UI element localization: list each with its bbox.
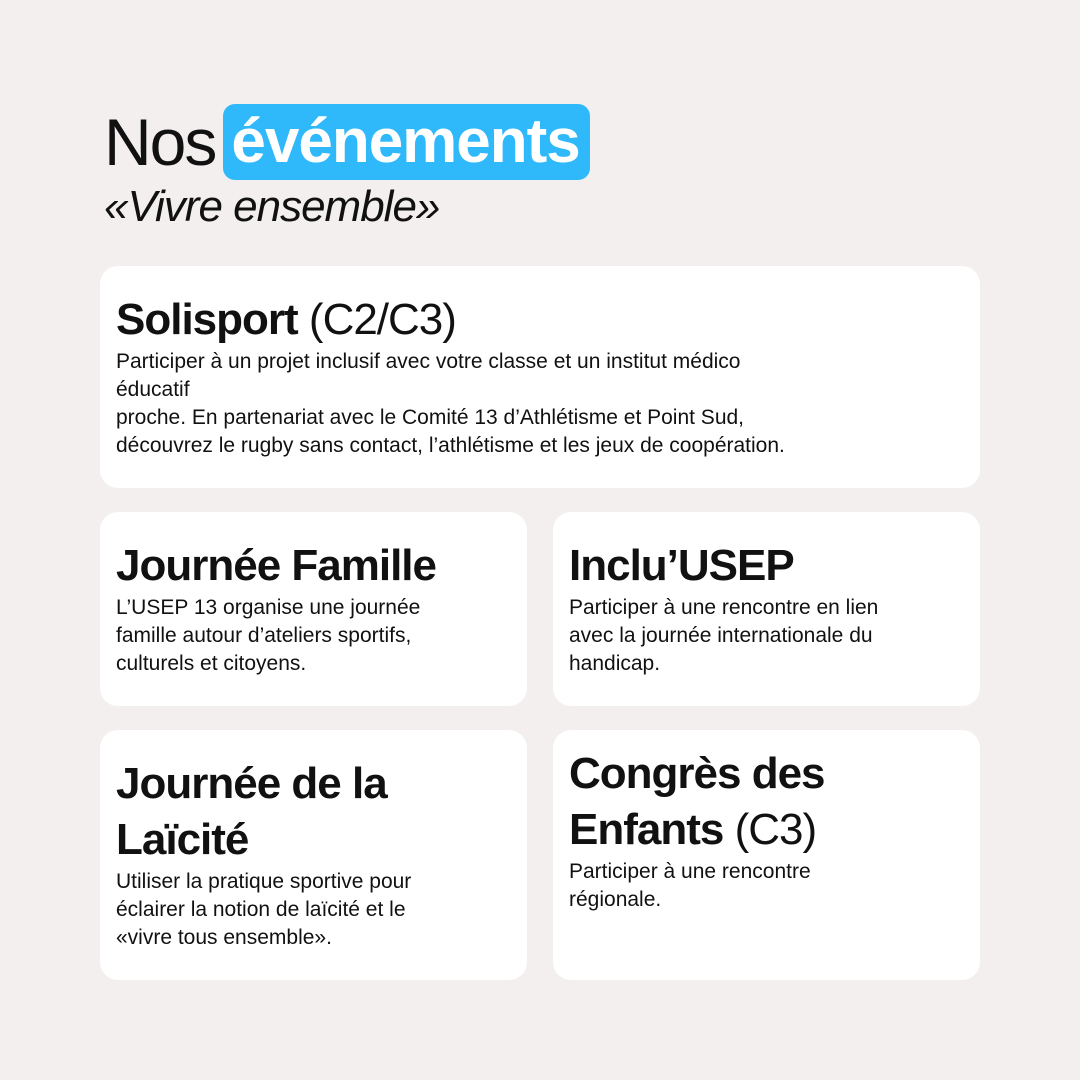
page-title-highlight: événements <box>223 104 589 180</box>
event-level-tag: (C3) <box>723 805 817 854</box>
event-title: Journée de la Laïcité <box>116 759 387 864</box>
event-title <box>569 746 964 858</box>
event-card-journee-famille <box>100 512 527 706</box>
page-subtitle: «Vivre ensemble» <box>104 182 440 231</box>
event-title-text: Solisport <box>116 295 298 344</box>
event-title: Journée Famille <box>116 541 437 590</box>
event-description: Participer à un projet inclusif avec votre classe et un institut médico éducatif proche. En partenariat avec le Comité 13 d’Athlétisme et Point Sud, découvrez le rugby sans contact, l’athlétisme et les jeux de coopération. <box>116 350 785 457</box>
page-header <box>104 102 984 232</box>
event-card-inclu-usep <box>553 512 980 706</box>
page-title-plain: Nos <box>104 105 216 179</box>
event-title <box>116 292 964 348</box>
event-title-text: Congrès des Enfants <box>569 749 825 854</box>
event-description: Participer à une rencontre en lien avec la journée internationale du handicap. <box>569 596 879 675</box>
event-level-tag: (C2/C3) <box>297 295 456 344</box>
event-card-solisport <box>100 266 980 488</box>
event-description: L’USEP 13 organise une journée famille autour d’ateliers sportifs, culturels et citoyens. <box>116 596 421 675</box>
event-title: Inclu’USEP <box>569 541 794 590</box>
page-title <box>104 102 984 182</box>
event-card-journee-laicite <box>100 730 527 980</box>
event-description: Utiliser la pratique sportive pour éclairer la notion de laïcité et le «vivre tous ensemble». <box>116 870 412 949</box>
event-description: Participer à une rencontre régionale. <box>569 860 811 911</box>
event-card-congres-enfants <box>553 730 980 980</box>
